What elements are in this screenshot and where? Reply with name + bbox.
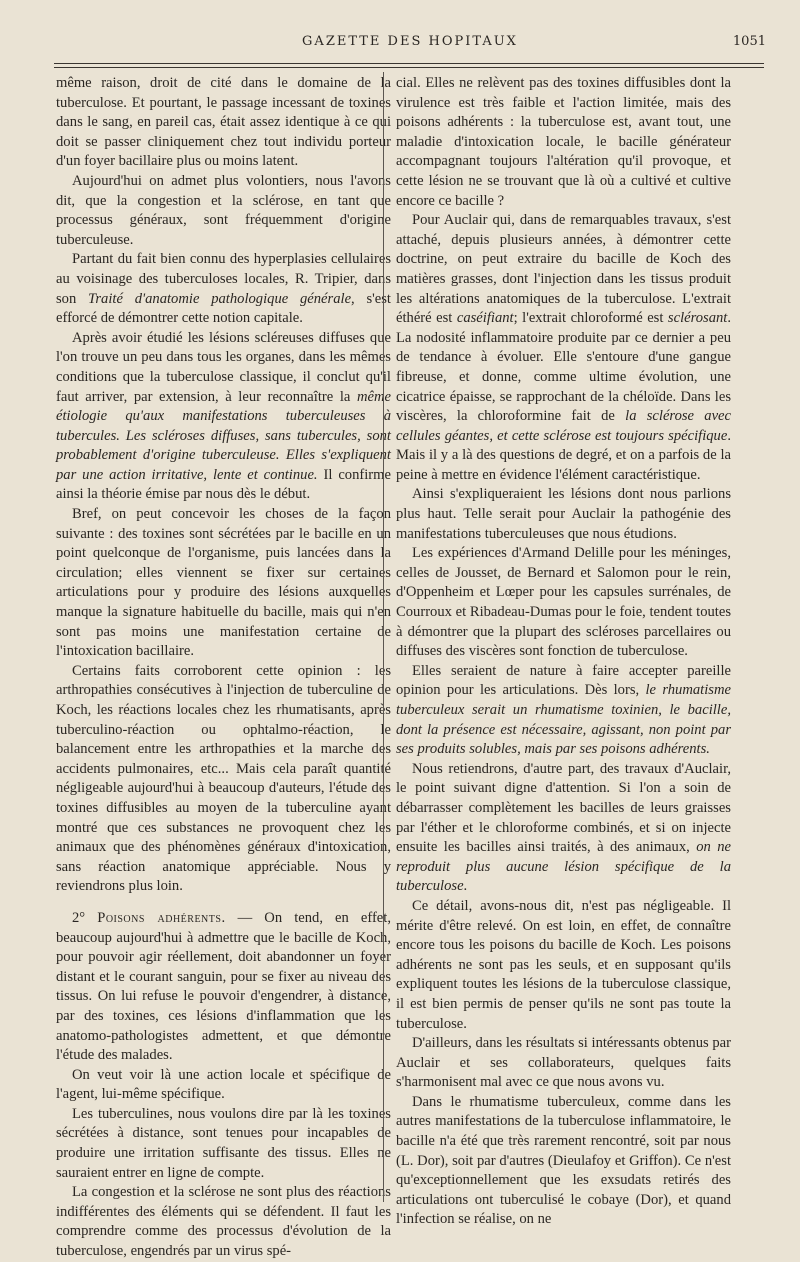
paragraph — [56, 250, 391, 328]
paragraph: La congestion et la sclérose ne sont plus des réactions indifférentes des éléments qui se défendent. Il faut les comprendre comme des processus d'évolution de la tuberculose, engendrés par un virus spé- — [56, 1184, 391, 1260]
header-rule-top — [54, 63, 764, 64]
text-run: Elles seraient de nature à faire accepter pareille opinion pour les articulations. Dès lors, — [396, 662, 731, 699]
paragraph: même raison, droit de cité dans le domaine de la tuberculose. Et pourtant, le passage incessant de toxines dans le sang, en pareil cas, était assez identique à ce qui doit se passer cliniquement chez tout individu porteur d'un foyer bacillaire plus ou moins latent. — [56, 75, 391, 170]
emphasis: caséifiant — [456, 310, 514, 327]
section-number: 2° — [72, 909, 86, 926]
paragraph: Aujourd'hui on admet plus volontiers, nous l'avons dit, que la congestion et la sclérose, en tant que processus généraux, sont fréquemment d'origine tuberculeuse. — [56, 172, 391, 248]
right-column — [396, 74, 731, 1230]
paragraph — [396, 211, 731, 485]
text-run: . — [463, 878, 468, 895]
header-rule-bottom — [54, 67, 764, 68]
paragraph: D'ailleurs, dans les résultats si intéressants obtenus par Auclair et ses collaborateurs, quelques faits s'harmonisent mal avec ce que nous avons vu. — [396, 1035, 731, 1091]
paragraph: cial. Elles ne relèvent pas des toxines diffusibles dont la virulence est très faible et l'action limitée, mais des poisons adhérents : la tuberculose est, avant tout, une maladie d'intoxication locale, le bacille générateur accompagnant toujours l'altération qu'il provoque, et cette lésion ne se trouvant que là où a cultivé et cultive encore ce bacille ? — [396, 75, 731, 209]
column-divider — [383, 72, 384, 1202]
emphasis: même étiologie qu'aux manifestations tuberculeuses à tubercules. Les scléroses diffuses, sans tubercules, sont probablement d'origine tuberculeuse. Elles s'expliquent par une action irritative, lente et continue. — [56, 388, 391, 483]
section-heading: Poisons adhérents. — [97, 909, 226, 926]
paragraph: Dans le rhumatisme tuberculeux, comme dans les autres manifestations de la tuberculose inflammatoire, le bacille n'a été que très rarement rencontré, soit par nous (L. Dor), soit par d'autres (Dieulafoy et Griffon). Ce n'est qu'exceptionnellement que les exsudats retirés des articulations ont tuberculisé le cobaye (Dor), et quand l'infection se réalise, on ne — [396, 1093, 731, 1228]
paragraph: Ainsi s'expliqueraient les lésions dont nous parlions plus haut. Telle serait pour Auclair la pathogénie des manifestations tuberculeuses que nous étudions. — [396, 486, 731, 542]
emphasis: le rhumatisme tuberculeux serait un rhumatisme toxinien, le bacille, dont la présence est nécessaire, agissant, non point par ses produits solubles, mais par ses poisons adhérents. — [396, 682, 731, 758]
paragraph: Bref, on peut concevoir les choses de la façon suivante : des toxines sont sécrétées par le bacille en un point quelconque de l'organisme, puis lancées dans la circulation; elles viennent se fixer sur certaines articulations pour y produire des lésions auxquelles manque la signature habituelle du bacille, mais qui n'en sont pas moins une manifestation certaine de l'intoxication bacillaire. — [56, 506, 391, 660]
text-run: Pour Auclair qui, dans de remarquables travaux, s'est attaché, depuis plusieurs années, à démontrer cette doctrine, on peut extraire du bacille de Koch des matières grasses, dont l'injection dans les tissus produit les altérations anatomiques de la tuberculose. L'extrait éthéré est — [396, 212, 731, 327]
paragraph: Certains faits corroborent cette opinion : les arthropathies consécutives à l'injection de tuberculine de Koch, les réactions locales chez les rhumatisants, après tuberculino-réaction ou ophtalmo-réaction, le balancement entre les arthropathies et la marche des accidents pulmonaires, etc... Mais cela paraît quantité négligeable aujourd'hui à beaucoup d'auteurs, l'étude des toxines diffusibles au moyen de la tuberculine ayant montré que ces substances ne provoquent chez les animaux que des phénomènes généraux d'intoxication, sans réaction anatomique appréciable. Nous y reviendrons plus loin. — [56, 662, 391, 895]
paragraph: Les tuberculines, nous voulons dire par là les toxines sécrétées à distance, sont tenues pour incapables de produire une irritation suffisante des tissus. Elles ne sauraient entrer en ligne de compte. — [56, 1105, 391, 1181]
emphasis: sclérosant — [667, 310, 728, 327]
text-run: Il confirme ainsi la théorie émise par nous dès le début. — [56, 466, 391, 503]
emphasis: la sclérose avec cellules géantes, et cette sclérose est toujours spécifique — [396, 408, 731, 444]
text-run: . Mais il y a là des questions de degré, et on a parfois de la peine à mettre en évidence l'élément caractéristique. — [396, 427, 731, 483]
book-title: Traité d'anatomie pathologique générale — [88, 290, 352, 307]
paragraph — [396, 760, 731, 897]
paragraph: Les expériences d'Armand Delille pour les méninges, celles de Jousset, de Bernard et Salomon pour le rein, d'Oppenheim et Lœper pour les capsules surrénales, de Courroux et Ribadeau-Dumas pour le foie, tendent toutes à démontrer que la plupart des scléroses parcellaires ou diffuses des viscères sont fonction de tuberculose. — [396, 545, 731, 660]
page-header — [54, 30, 766, 52]
text-run: . La nodosité inflammatoire produite par ce dernier a peu de tendance à évoluer. Elle s'entoure d'une gangue fibreuse, et donne, comme ultime évolution, une cicatrice épaisse, se rapprochant de la chéloïde. Dans les viscères, la chloroformine fait de — [396, 310, 732, 425]
running-title: GAZETTE DES HOPITAUX — [302, 34, 518, 49]
left-column — [56, 74, 391, 1262]
text-run: Nous retiendrons, d'autre part, des travaux d'Auclair, le point suivant digne d'attention. Si l'on a soin de débarrasser complètement les bacilles de leurs graisses par l'éther et le chloroforme combinés, et si on injecte ensuite les bacilles ainsi traités, à des animaux, — [396, 760, 731, 856]
paragraph: On veut voir là une action locale et spécifique de l'agent, lui-même spécifique. — [56, 1066, 391, 1103]
emphasis: on ne reproduit plus aucune lésion spécifique de la tuberculose — [396, 839, 731, 895]
paragraph — [396, 662, 731, 760]
text-run: Après avoir étudié les lésions scléreuses diffuses que l'on trouve un peu dans tous les organes, dans les mêmes conditions que la tuberculose classique, il conclut qu'il faut arriver, par extension, à leur reconnaître la — [56, 329, 391, 405]
paragraph: Ce détail, avons-nous dit, n'est pas négligeable. Il mérite d'être relevé. On est loin, en effet, de connaître encore tous les poisons du bacille de Koch. Les poisons adhérents ne sont pas les seuls, et en supposant qu'ils expliquent toutes les lésions de la tuberculose classique, il est bien permis de penser qu'ils ne sont pas toute la tuberculose. — [396, 897, 731, 1032]
section-paragraph — [56, 909, 391, 1066]
text-run: — On tend, en effet, beaucoup aujourd'hui à admettre que le bacille de Koch, pour pouvoir agir réellement, doit abandonner un foyer distant et le courant sanguin, pour se fixer au niveau des tissus. On lui refuse le pouvoir d'engendrer, à distance, par des toxines, ces lésions d'inflammation que les anatomo-pathologistes admettent, et que démontre l'étude des malades. — [56, 909, 391, 1064]
text-run: Partant du fait bien connu des hyperplasies cellulaires au voisinage des tuberculoses locales, R. Tripier, dans son — [56, 251, 391, 307]
page-number: 1051 — [732, 34, 766, 49]
paragraph — [56, 329, 391, 505]
text-run: ; l'extrait chloroformé est — [513, 310, 668, 327]
text-run: , s'est efforcé de démontrer cette notion capitale. — [56, 290, 391, 327]
